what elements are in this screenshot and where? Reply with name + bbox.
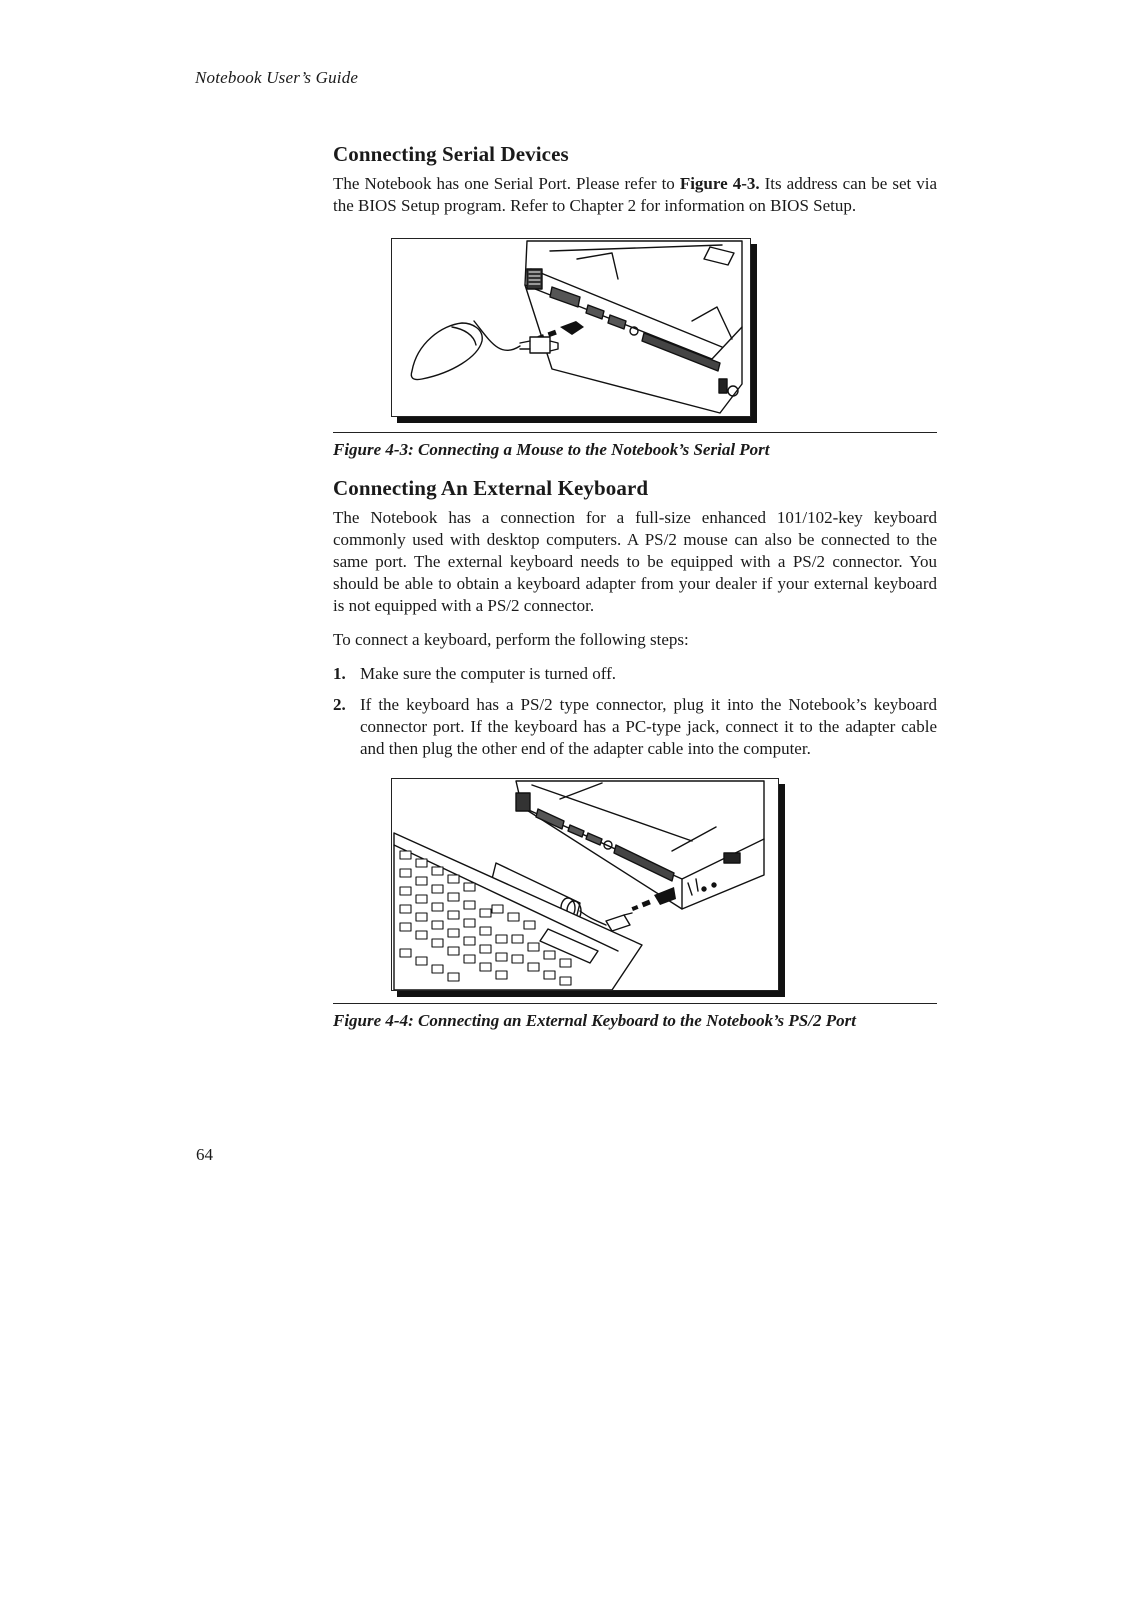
serial-paragraph bbox=[333, 173, 937, 217]
figure-caption-4-3: Figure 4-3: Connecting a Mouse to the Notebook’s Serial Port bbox=[333, 432, 937, 460]
section-heading-keyboard: Connecting An External Keyboard bbox=[333, 476, 649, 500]
vent-grille-icon bbox=[516, 793, 530, 811]
steps-intro: To connect a keyboard, perform the following steps: bbox=[333, 630, 689, 649]
step-number: 1. bbox=[333, 664, 346, 683]
vent-grille-icon bbox=[527, 269, 542, 289]
running-header: Notebook User’s Guide bbox=[195, 68, 359, 87]
step-text: If the keyboard has a PS/2 type connector, plug it into the Notebook’s keyboard connector port. If the keyboard has a PC-type jack, connect it to the adapter cable and then plug the other end of the adapter cable into the computer. bbox=[360, 695, 937, 758]
list-item bbox=[333, 663, 937, 685]
step-number: 2. bbox=[333, 695, 346, 714]
serial-text-end: Its address can be set via the BIOS Setup program. Refer to Chapter 2 for information on BIOS Setup. bbox=[333, 174, 937, 215]
figure-caption-4-4: Figure 4-4: Connecting an External Keyboard to the Notebook’s PS/2 Port bbox=[333, 1003, 937, 1031]
steps-list bbox=[333, 663, 937, 760]
ps2-connector-icon bbox=[606, 913, 632, 931]
figure-reference: Figure 4-3. bbox=[679, 174, 760, 193]
figure-mouse-serial-illustration bbox=[391, 238, 751, 417]
section-heading-serial: Connecting Serial Devices bbox=[333, 142, 569, 166]
page-content bbox=[333, 142, 937, 1031]
mouse-icon bbox=[411, 323, 482, 380]
figure-keyboard-ps2-illustration bbox=[391, 778, 779, 991]
list-item bbox=[333, 694, 937, 760]
page-number: 64 bbox=[196, 1145, 213, 1164]
keyboard-paragraph: The Notebook has a connection for a full-size enhanced 101/102-key keyboard commonly used with desktop computers. A PS/2 mouse can also be connected to the same port. The external keyboard needs to be equipped with a PS/2 connector. You should be able to obtain a keyboard adapter from your dealer if your external keyboard is not equipped with a PS/2 connector. bbox=[333, 508, 937, 615]
serial-text-start: The Notebook has one Serial Port. Please refer to bbox=[333, 174, 680, 193]
step-text: Make sure the computer is turned off. bbox=[360, 664, 617, 683]
